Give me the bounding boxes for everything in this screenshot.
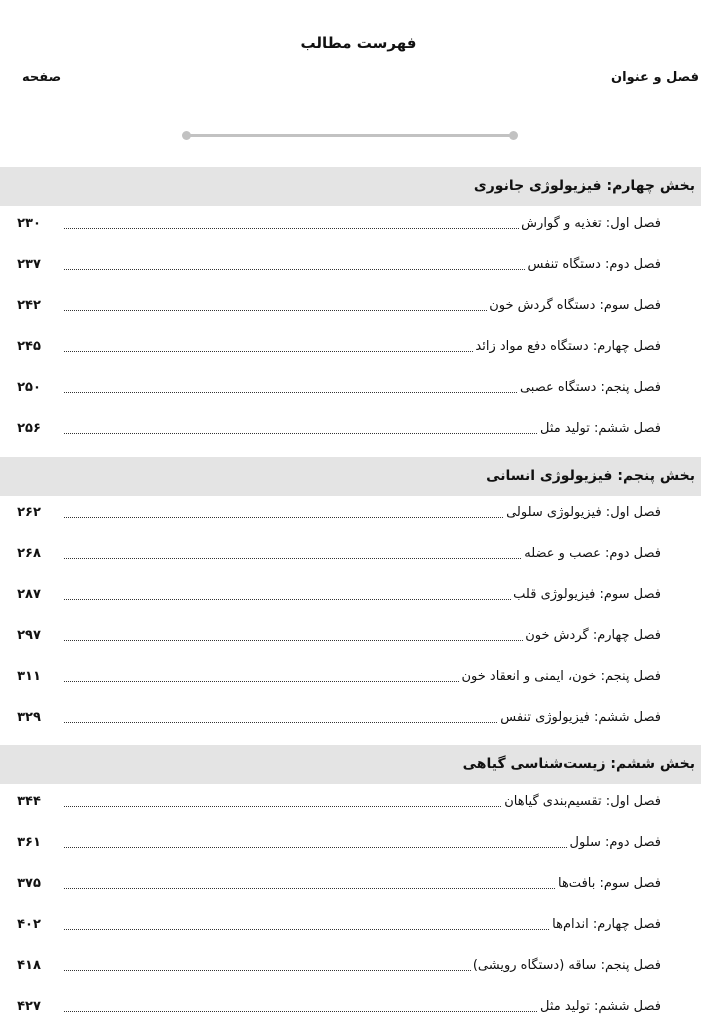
chapter-column-header: فصل و عنوان	[611, 70, 699, 85]
page-number: ۴۲۷	[17, 999, 41, 1014]
chapter-title: فصل چهارم: گردش خون	[523, 625, 661, 647]
chapter-title: فصل چهارم: دستگاه دفع مواد زائد	[473, 336, 661, 358]
chapter-title: فصل سوم: فیزیولوژی قلب	[511, 584, 661, 606]
page-number: ۳۶۱	[17, 835, 41, 850]
chapter-title: فصل ششم: تولید مثل	[538, 418, 661, 440]
section-heading: بخش ششم: زیست‌شناسی گیاهی	[0, 745, 701, 784]
chapter-title: فصل ششم: فیزیولوژی تنفس	[498, 707, 661, 729]
toc-row[interactable]	[0, 295, 717, 317]
toc-row[interactable]	[0, 625, 717, 647]
page-number: ۴۰۲	[17, 917, 41, 932]
page-number: ۲۴۲	[17, 298, 41, 313]
toc-row[interactable]	[0, 832, 717, 854]
chapter-title: فصل اول: تغذیه و گوارش	[519, 213, 661, 235]
chapter-title: فصل پنجم: دستگاه عصبی	[518, 377, 661, 399]
chapter-title: فصل اول: تقسیم‌بندی گیاهان	[502, 791, 661, 813]
toc-row[interactable]	[0, 584, 717, 606]
toc-row[interactable]	[0, 914, 717, 936]
page-number: ۳۲۹	[17, 710, 41, 725]
toc-row[interactable]	[0, 502, 717, 524]
toc-row[interactable]	[0, 254, 717, 276]
page-number: ۲۶۲	[17, 505, 41, 520]
chapter-title: فصل پنجم: ساقه (دستگاه رویشی)	[471, 955, 661, 977]
chapter-title: فصل ششم: تولید مثل	[538, 996, 661, 1018]
chapter-title: فصل پنجم: خون، ایمنی و انعقاد خون	[460, 666, 662, 688]
toc-row[interactable]	[0, 543, 717, 565]
page-number: ۲۵۰	[17, 380, 41, 395]
toc-row[interactable]	[0, 996, 717, 1018]
toc-row[interactable]	[0, 418, 717, 440]
toc-row[interactable]	[0, 873, 717, 895]
page-number: ۲۳۰	[17, 216, 41, 231]
decorative-divider	[186, 134, 514, 137]
section-heading: بخش پنجم: فیزیولوژی انسانی	[0, 457, 701, 496]
chapter-title: فصل چهارم: اندام‌ها	[550, 914, 661, 936]
chapter-title: فصل اول: فیزیولوژی سلولی	[504, 502, 661, 524]
page-number: ۳۷۵	[17, 876, 41, 891]
chapter-title: فصل دوم: سلول	[568, 832, 661, 854]
page-number: ۲۸۷	[17, 587, 41, 602]
chapter-title: فصل دوم: دستگاه تنفس	[526, 254, 661, 276]
toc-row[interactable]	[0, 213, 717, 235]
chapter-title: فصل سوم: بافت‌ها	[556, 873, 661, 895]
toc-row[interactable]	[0, 955, 717, 977]
divider-dot-icon	[182, 131, 191, 140]
chapter-title: فصل سوم: دستگاه گردش خون	[487, 295, 661, 317]
toc-row[interactable]	[0, 791, 717, 813]
page-number: ۳۱۱	[17, 669, 41, 684]
page-number: ۲۴۵	[17, 339, 41, 354]
toc-row[interactable]	[0, 707, 717, 729]
page-number: ۲۵۶	[17, 421, 41, 436]
toc-row[interactable]	[0, 336, 717, 358]
divider-dot-icon	[509, 131, 518, 140]
page-number: ۲۶۸	[17, 546, 41, 561]
page-number: ۳۴۴	[17, 794, 41, 809]
page-number: ۴۱۸	[17, 958, 41, 973]
page-title: فهرست مطالب	[300, 34, 417, 52]
toc-row[interactable]	[0, 666, 717, 688]
page-number: ۲۹۷	[17, 628, 41, 643]
chapter-title: فصل دوم: عصب و عضله	[522, 543, 661, 565]
page-number: ۲۳۷	[17, 257, 41, 272]
toc-row[interactable]	[0, 377, 717, 399]
page-column-header: صفحه	[22, 70, 62, 85]
section-heading: بخش چهارم: فیزیولوژی جانوری	[0, 167, 701, 206]
